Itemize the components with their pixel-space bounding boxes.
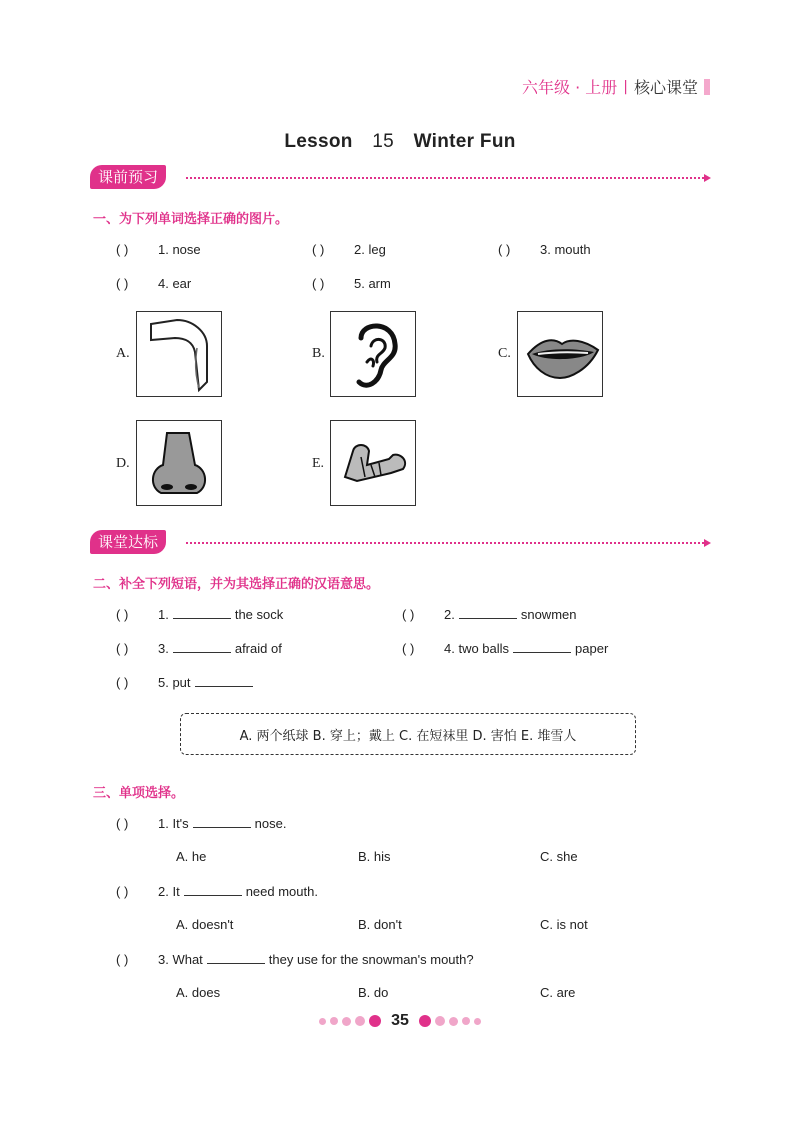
options-box — [180, 713, 636, 755]
answer-blank[interactable] — [173, 640, 231, 653]
match-item: ( ) 2. leg — [312, 242, 386, 257]
answer-blank[interactable] — [184, 883, 242, 896]
section3-heading: 三、单项选择。 — [93, 786, 185, 801]
answer-blank[interactable] — [207, 951, 265, 964]
phrase-item: ( ) 3. afraid of — [116, 641, 282, 656]
options-text: A. 两个纸球 B. 穿上；戴上 C. 在短袜里 D. 害怕 E. 堆雪人 — [239, 728, 577, 744]
match-item: ( ) 3. mouth — [498, 242, 591, 257]
section1-heading: 一、为下列单词选择正确的图片。 — [93, 212, 289, 227]
choice-option[interactable]: C. is not — [540, 917, 588, 932]
picture-letter: B. — [312, 346, 325, 361]
page-number: 35 — [391, 1012, 409, 1029]
choice-option[interactable]: B. his — [358, 849, 391, 864]
arrow-icon — [704, 539, 711, 547]
lesson-name: Winter Fun — [413, 131, 516, 152]
ear-icon — [330, 311, 416, 397]
choice-option[interactable]: B. don't — [358, 917, 402, 932]
header-separator: | — [623, 78, 628, 95]
section2-heading: 二、补全下列短语，并为其选择正确的汉语意思。 — [93, 577, 380, 592]
phrase-item: ( ) 4. two balls paper — [402, 641, 609, 656]
dot-icon — [462, 1017, 470, 1025]
phrase-item: ( ) 1. the sock — [116, 607, 284, 622]
arm-icon — [330, 420, 416, 506]
dot-icon — [342, 1017, 351, 1026]
leg-icon — [136, 311, 222, 397]
arrow-icon — [704, 174, 711, 182]
picture-letter: E. — [312, 456, 325, 471]
question-item: ( ) 3. What they use for the snowman's mouth? — [116, 952, 474, 967]
choice-option[interactable]: C. she — [540, 849, 578, 864]
mouth-icon — [517, 311, 603, 397]
answer-blank[interactable] — [193, 815, 251, 828]
dot-icon — [319, 1018, 326, 1025]
dot-icon — [474, 1018, 481, 1025]
match-item: ( ) 4. ear — [116, 276, 192, 291]
answer-blank[interactable] — [513, 640, 571, 653]
banner-divider — [186, 177, 704, 179]
answer-blank[interactable] — [195, 674, 253, 687]
choice-option[interactable]: B. do — [358, 985, 389, 1000]
page-footer — [0, 1012, 800, 1030]
dot-icon — [435, 1016, 445, 1026]
answer-blank[interactable] — [173, 606, 231, 619]
choice-option[interactable]: A. does — [176, 985, 221, 1000]
lesson-title — [0, 131, 800, 153]
lesson-word: Lesson — [284, 131, 353, 152]
choice-option[interactable]: C. are — [540, 985, 576, 1000]
dot-icon — [449, 1017, 458, 1026]
dot-icon — [369, 1015, 381, 1027]
picture-letter: D. — [116, 456, 130, 471]
banner-divider — [186, 542, 704, 544]
choice-option[interactable]: A. he — [176, 849, 207, 864]
preview-banner: 课前预习 — [90, 165, 166, 189]
match-item: ( ) 1. nose — [116, 242, 201, 257]
choice-option[interactable]: A. doesn't — [176, 917, 234, 932]
dot-icon — [330, 1017, 338, 1025]
dot-icon — [419, 1015, 431, 1027]
picture-letter: A. — [116, 346, 130, 361]
picture-letter: C. — [498, 346, 511, 361]
class-banner: 课堂达标 — [90, 530, 166, 554]
match-item: ( ) 5. arm — [312, 276, 391, 291]
question-item: ( ) 1. It's nose. — [116, 816, 287, 831]
page-header — [522, 75, 710, 98]
header-bar-icon — [704, 79, 710, 95]
phrase-item: ( ) 2. snowmen — [402, 607, 577, 622]
grade-label: 六年级 · 上册 — [522, 78, 618, 97]
answer-blank[interactable] — [459, 606, 517, 619]
lesson-number: 15 — [372, 131, 394, 152]
question-item: ( ) 2. It need mouth. — [116, 884, 318, 899]
dot-icon — [355, 1016, 365, 1026]
nose-icon — [136, 420, 222, 506]
phrase-item: ( ) 5. put — [116, 674, 257, 690]
core-class-label: 核心课堂 — [633, 78, 698, 97]
